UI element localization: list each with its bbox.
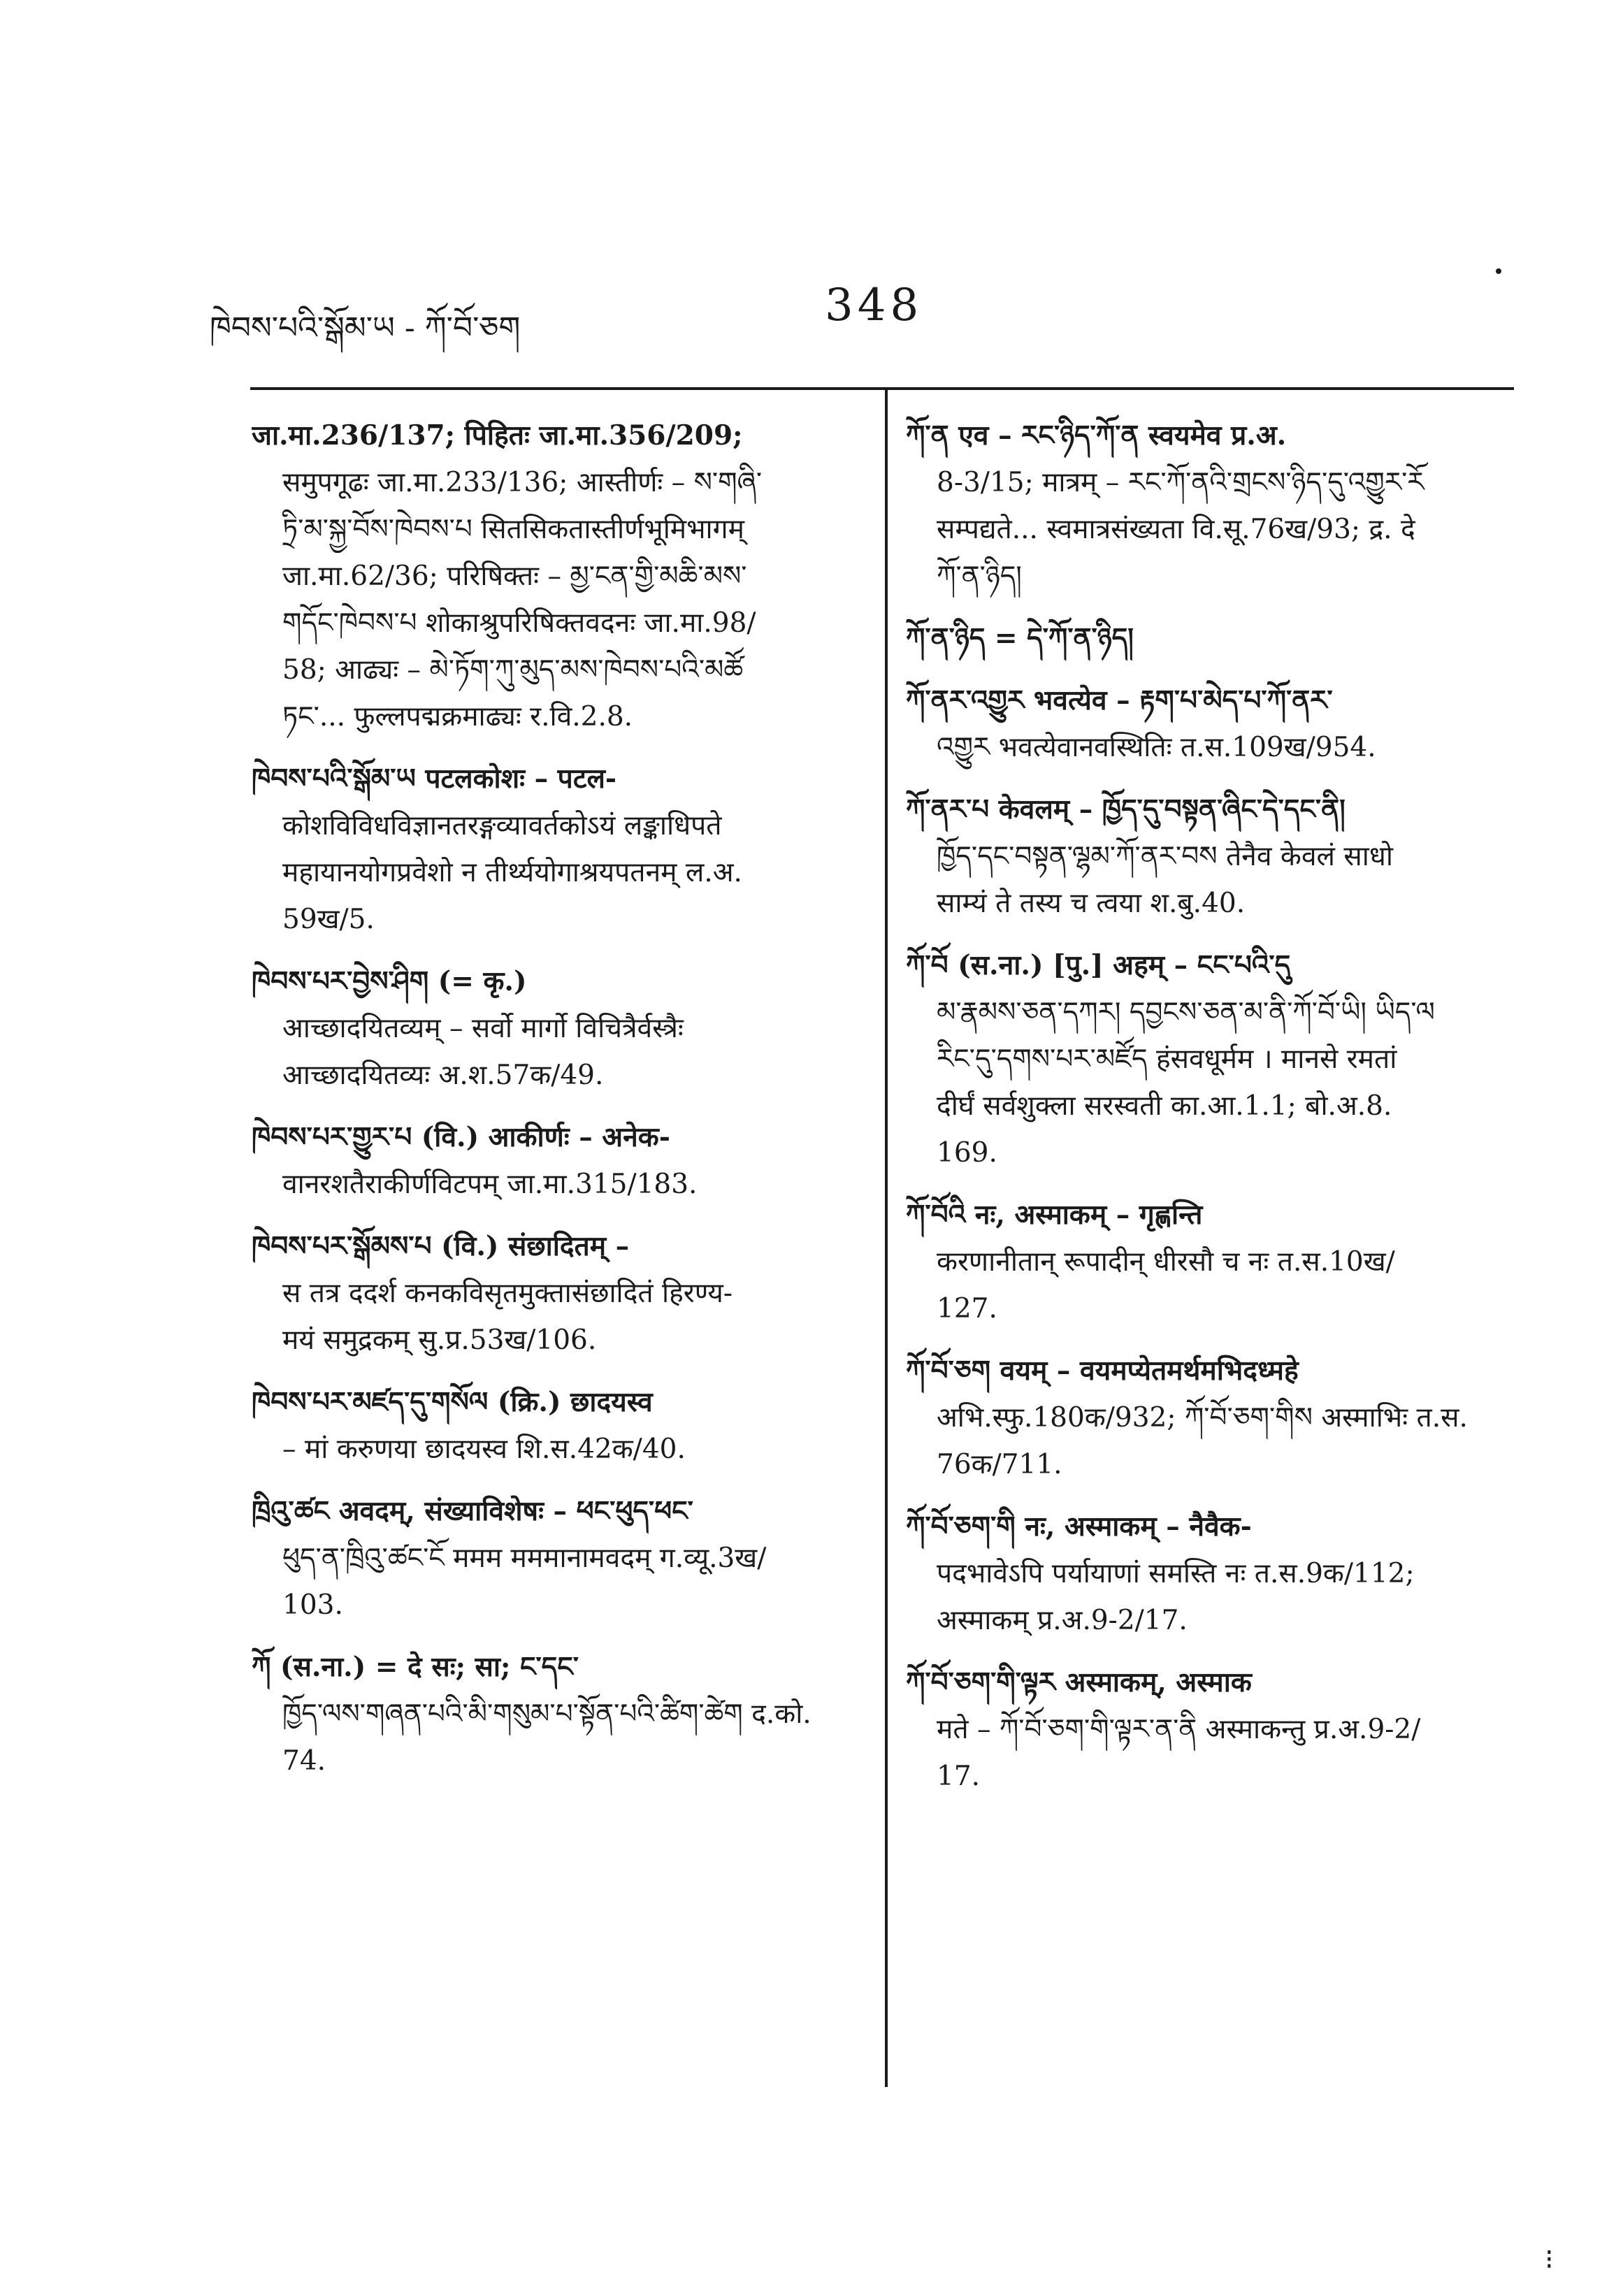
entry-line: वानरशतैराकीर्णविटपम् जा.मा.315/183. <box>282 1169 698 1200</box>
header-rule <box>250 387 1514 390</box>
dictionary-entry <box>906 615 1514 662</box>
entry-headline: ཁྲིའུ་ཚང अवदम्, संख्याविशेषः – ཕང་ཕུད་ཕང་ <box>252 1495 693 1527</box>
dictionary-entry <box>906 412 1514 600</box>
entry-headline: ཁེབས་པར་བྱེས་ཤིག (= कृ.) <box>252 965 527 997</box>
entry-headline: ཀོ་ནར་པ केवलम् – ཁྱོད་དུ་བསྟན་ཞིང་དེ་དང་ནི། <box>906 793 1346 825</box>
entry-line: अस्माकम् प्र.अ.9-2/17. <box>937 1605 1188 1636</box>
dictionary-entry <box>252 756 853 943</box>
entry-headline: ཁེབས་པར་གྱུར་པ (वि.) आकीर्णः – अनेक- <box>252 1121 670 1153</box>
entry-line: རིང་དུ་དགས་པར་མཛོད हंसवधूर्मम । मानसे रमतां <box>937 1044 1397 1075</box>
dictionary-entry <box>252 1379 853 1473</box>
dictionary-entry <box>906 1503 1514 1644</box>
entry-headline: ཀོ་ན एव – རང་ཉིད་ཀོ་ན स्वयमेव प्र.अ. <box>906 419 1287 452</box>
entry-line: མ་རྣམས་ཅན་དཀར། དབྱངས་ཅན་མ་ནི་ཀོ་བོ་ཡི། ཡིད་ལ <box>937 997 1435 1028</box>
entry-line: साम्यं ते तस्य च त्वया श.बु.40. <box>937 888 1246 919</box>
entry-line: मते – ཀོ་བོ་ཅག་གི་ལྟར་ན་ནི अस्माकन्तु प्र.अ.9-2/ <box>937 1714 1421 1745</box>
entry-line: ཏྲི་མ་སྐྱ་བོས་ཁེབས་པ सितसिकतास्तीर्णभूमिभागम् <box>282 514 744 545</box>
entry-line: पदभावेऽपि पर्यायाणां समस्ति नः त.स.9क/112; <box>937 1558 1415 1589</box>
entry-headline: ཀོ་བོ་ཅག वयम् – वयमप्येतमर्थमभिदध्महे <box>906 1355 1299 1387</box>
entry-headline: जा.मा.236/137; पिहितः जा.मा.356/209; <box>252 419 743 452</box>
dictionary-entry <box>252 1223 853 1364</box>
entry-line: གདོང་ཁེབས་པ शोकाश्रुपरिषिक्तवदनः जा.मा.98/ <box>282 607 756 639</box>
entry-line: कोशविविधविज्ञानतरङ्गव्यावर्तकोऽयं लङ्काधिपते <box>282 810 722 842</box>
dictionary-entry <box>252 1488 853 1629</box>
page-number: 348 <box>825 280 923 331</box>
entry-line: ཀོ་ན་ཉིད། <box>937 561 1022 592</box>
header-dot <box>1496 268 1501 274</box>
right-column <box>906 412 1514 1815</box>
dictionary-entry <box>252 958 853 1099</box>
entry-line: आच्छादयितव्यः अ.श.57क/49. <box>282 1060 604 1091</box>
dictionary-entry <box>252 412 853 740</box>
dictionary-entry <box>906 677 1514 771</box>
entry-line: 59ख/5. <box>282 904 375 935</box>
entry-headline: ཀོ་བོ་ཅག་གི་ལྟར अस्माकम्, अस्माक <box>906 1666 1252 1698</box>
entry-line: 17. <box>937 1761 981 1792</box>
entry-headline: ཀོ་བོ (स.ना.) [पु.] अहम् – ངང་པའི་དུ <box>906 949 1291 981</box>
entry-headline: ཀོ་ན་ཉིད = དེ་ཀོ་ན་ཉིད། <box>906 622 1134 654</box>
entry-line: दीर्घं सर्वशुक्ला सरस्वती का.आ.1.1; बो.अ.8. <box>937 1090 1392 1122</box>
entry-line: 169. <box>937 1137 997 1169</box>
entry-line: ཁྱོད་ལས་གཞན་པའི་མི་གསུམ་པ་སྟོན་པའི་ཚིག་ཚེག द.को. <box>282 1698 811 1730</box>
left-column <box>252 412 853 1800</box>
entry-line: འགྱུར भवत्येवानवस्थितिः त.स.109ख/954. <box>937 732 1376 763</box>
entry-headline: ཀོ་བོའི नः, अस्माकम् – गृह्णन्ति <box>906 1199 1203 1231</box>
entry-line: आच्छादयितव्यम् – सर्वो मार्गो विचित्रैर्वस्त्रैः <box>282 1013 684 1044</box>
dictionary-entry <box>906 1348 1514 1488</box>
entry-headline: ཁེབས་པར་སྒོམས་པ (वि.) संछादितम् – <box>252 1230 630 1262</box>
dictionary-entry <box>906 1192 1514 1332</box>
entry-line: 103. <box>282 1589 343 1621</box>
entry-headline: ཁེབས་པའི་སྒོམ་ཡ पटलकोशः – पटल- <box>252 763 617 795</box>
entry-line: 74. <box>282 1745 326 1777</box>
entry-line: – मां करुणया छादयस्व शि.स.42क/40. <box>282 1434 686 1465</box>
column-divider <box>885 389 888 2087</box>
dictionary-entry <box>906 942 1514 1176</box>
entry-line: जा.मा.62/36; परिषिक्तः – མྱ་ངན་གྱི་མཆི་མས་ <box>282 561 747 592</box>
entry-line: मयं समुद्रकम् सु.प्र.53ख/106. <box>282 1324 597 1356</box>
running-header: ཁེབས་པའི་སྒོམ་ཡ - ཀོ་བོ་ཅག <box>210 310 521 346</box>
entry-headline: ཀོ་བོ་ཅག་གི नः, अस्माकम् – नैवैक- <box>906 1510 1252 1543</box>
margin-mark: ⁝ <box>1545 2244 1554 2276</box>
entry-line: 58; आढ्यः – མེ་ཏོག་ཀུ་མུད་མས་ཁེབས་པའི་མཚོ <box>282 654 744 686</box>
entry-line: करणानीतान् रूपादीन् धीरसौ च नः त.स.10ख/ <box>937 1246 1395 1278</box>
entry-line: ཕུད་ན་ཁྲིའུ་ཚང་ངོ ममम मममानामवदम् ग.व्यू.3ख/ <box>282 1543 767 1574</box>
entry-line: 76क/711. <box>937 1449 1062 1480</box>
dictionary-entry <box>906 786 1514 927</box>
entry-line: अभि.स्फु.180क/932; ཀོ་བོ་ཅག་གིས अस्माभिः त.स. <box>937 1402 1468 1434</box>
entry-line: महायानयोगप्रवेशो न तीर्थ्ययोगाश्रयपतनम् ल.अ. <box>282 857 742 888</box>
entry-line: 8-3/15; मात्रम् – རང་ཀོ་ནའི་གྲངས་ཉིད་དུ་འགྱུར་རོ <box>937 467 1424 498</box>
dictionary-entry <box>252 1644 853 1784</box>
entry-headline: ཀོ་ནར་འགྱུར भवत्येव – རྟག་པ་མེད་པ་ཀོ་ནར་ <box>906 684 1333 716</box>
entry-headline: ཀོ (स.ना.) = दे सः; सा; ང་དང་ <box>252 1651 579 1683</box>
dictionary-entry <box>906 1659 1514 1800</box>
entry-line: सम्पद्यते... स्वमात्रसंख्यता वि.सू.76ख/93; द्र. दे <box>937 514 1415 545</box>
entry-line: ཏང་... फुल्लपद्मक्रमाढ्यः र.वि.2.8. <box>282 701 633 732</box>
entry-line: समुपगूढः जा.मा.233/136; आस्तीर्णः – ས་གཞི་ <box>282 467 763 498</box>
dictionary-entry <box>252 1114 853 1208</box>
entry-line: स तत्र ददर्श कनकविसृतमुक्तासंछादितं हिरण्य- <box>282 1278 733 1309</box>
entry-line: ཁྱོད་དང་བསྟན་ལྷམ་ཀོ་ནར་བས तेनैव केवलं साधो <box>937 841 1393 872</box>
entry-line: 127. <box>937 1293 997 1324</box>
entry-headline: ཁེབས་པར་མཛད་དུ་གསོལ (क्रि.) छादयस्व <box>252 1386 653 1418</box>
